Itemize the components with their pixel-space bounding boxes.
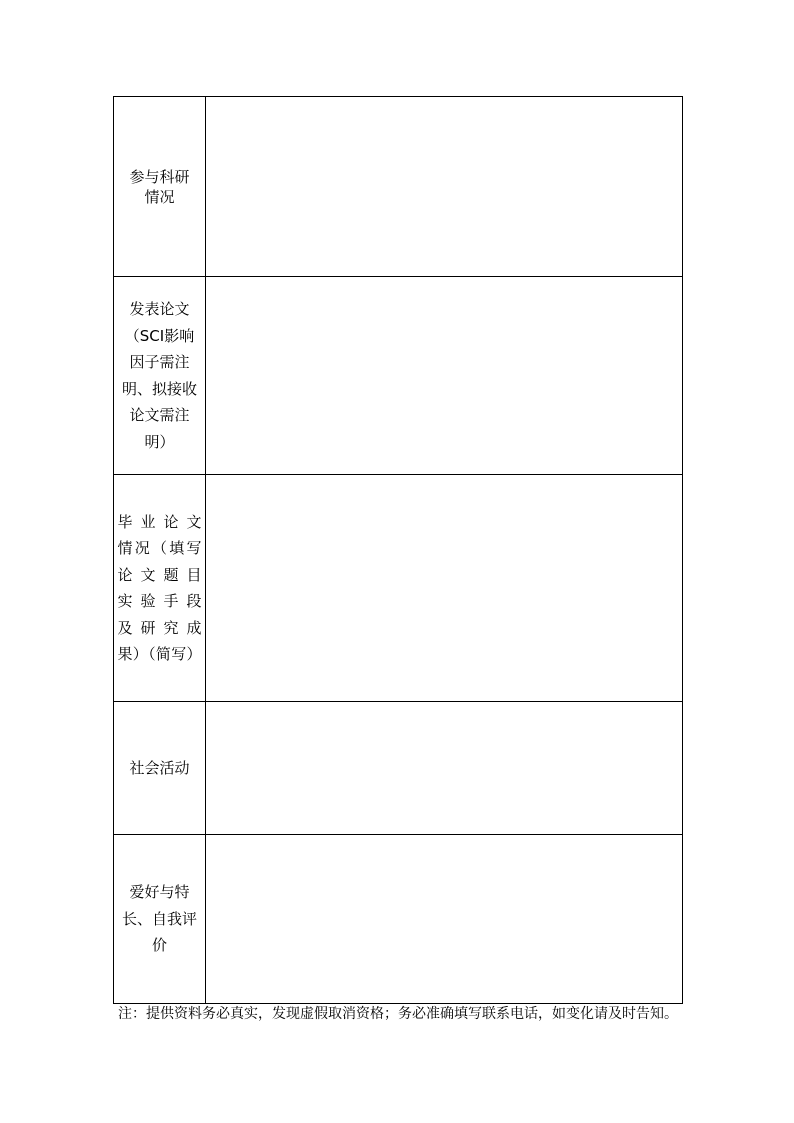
social-label: 社会活动: [129, 759, 190, 777]
thesis-label-line: 情况（填写: [117, 539, 202, 557]
thesis-label-line: 及研究成: [117, 618, 202, 637]
label-cell-research: [114, 97, 206, 277]
thesis-label-line: 实验手段: [117, 592, 202, 610]
form-row-social: [114, 702, 683, 835]
footnote: 注：提供资料务必真实，发现虚假取消资格；务必准确填写联系电话，如变化请及时告知。: [118, 1006, 678, 1022]
research-label: 参与科研 情况: [129, 167, 190, 206]
social-content[interactable]: [206, 702, 683, 835]
label-cell-hobbies: [114, 835, 206, 1004]
thesis-label-line: 果）（简写）: [117, 645, 202, 663]
form-row-hobbies: [114, 835, 683, 1004]
hobbies-label: 爱好与特 长、自我评 价: [121, 883, 197, 955]
label-cell-social: [114, 702, 206, 835]
hobbies-content[interactable]: [206, 835, 683, 1004]
label-cell-publications: [114, 277, 206, 475]
form-row-thesis: [114, 475, 683, 702]
thesis-label-line: 论文题目: [117, 565, 202, 584]
thesis-label: [118, 509, 202, 668]
publications-content[interactable]: [206, 277, 683, 475]
form-row-publications: [114, 277, 683, 475]
form-row-research: [114, 97, 683, 277]
publications-label: 发表论文 （SCI影响 因子需注 明、拟接收 论文需注 明）: [121, 300, 197, 451]
label-cell-thesis: [114, 475, 206, 702]
thesis-label-line: 毕业论文: [117, 512, 202, 531]
thesis-content[interactable]: [206, 475, 683, 702]
application-form-table: [113, 96, 683, 1004]
research-content[interactable]: [206, 97, 683, 277]
